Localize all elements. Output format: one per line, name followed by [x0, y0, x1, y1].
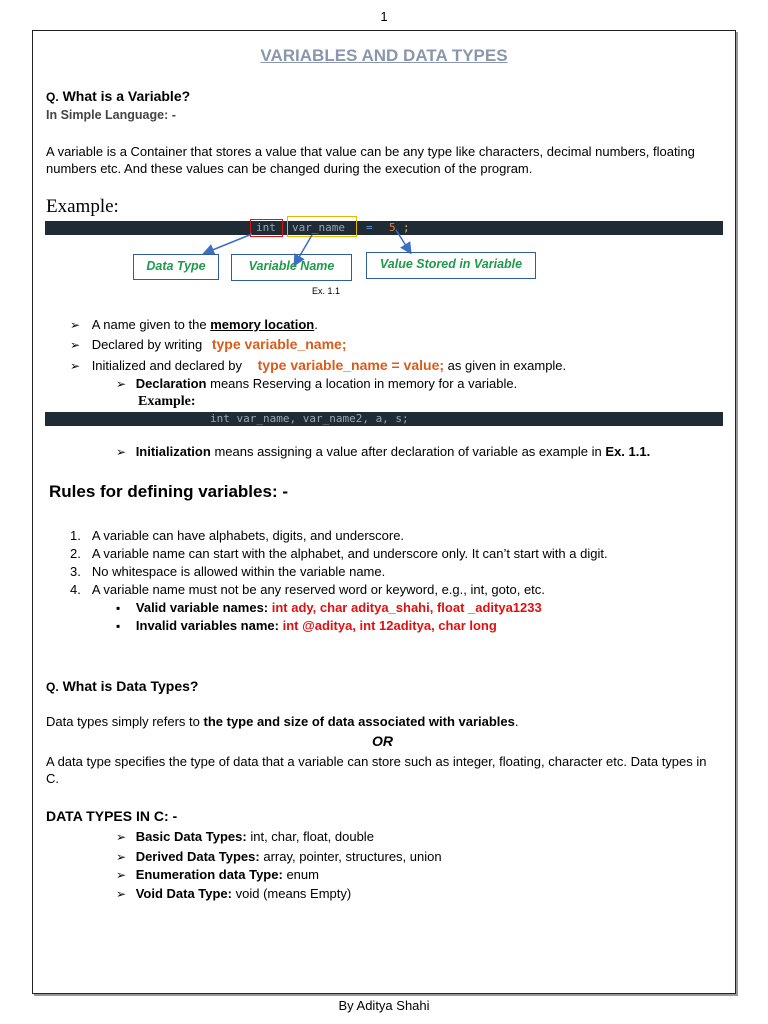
example-heading: Example: — [46, 196, 119, 217]
declare-syntax: type variable_name; — [211, 336, 347, 352]
dt-item-label: Basic Data Types: — [135, 829, 247, 844]
bullet-text-end: . — [314, 317, 318, 332]
dt-item-value: int, char, float, double — [250, 829, 374, 844]
rule-number: 1. — [70, 528, 81, 543]
code-semicolon: ; — [403, 221, 410, 234]
arrow-bullet-icon: ➢ — [116, 868, 127, 882]
arrow-bullet-icon: ➢ — [70, 359, 81, 373]
valid-value: int ady, char aditya_shahi, float _aditya1233 — [271, 600, 542, 615]
declaration-desc: means Reserving a location in memory for a variable. — [210, 376, 518, 391]
dt-text: Data types simply refers to — [46, 714, 204, 729]
declaration-term: Declaration — [135, 376, 207, 391]
rule-item — [70, 546, 608, 561]
rule-text: A variable name can start with the alphabet, and underscore only. It can’t start with a digit. — [91, 546, 608, 561]
invalid-names — [116, 618, 497, 633]
bullet-declared — [70, 336, 346, 352]
rule-text: A variable can have alphabets, digits, and underscore. — [91, 528, 405, 543]
question-text: What is Data Types? — [62, 678, 199, 694]
dt-item-value: void (means Empty) — [235, 886, 352, 901]
data-types-heading: DATA TYPES IN C: - — [46, 808, 178, 824]
valid-label: Valid variable names: — [135, 600, 269, 615]
rule-text: No whitespace is allowed within the variable name. — [91, 564, 386, 579]
rules-heading: Rules for defining variables: - — [49, 482, 288, 501]
rule-number: 2. — [70, 546, 81, 561]
question-prefix: Q. — [46, 90, 59, 104]
data-type-item — [116, 867, 319, 882]
rule-number: 3. — [70, 564, 81, 579]
data-type-definition: A data type specifies the type of data that a variable can store such as integer, floating, character etc. Data types in C. — [46, 754, 707, 786]
arrow-bullet-icon: ➢ — [116, 850, 127, 864]
initialization-desc: means assigning a value after declaration of variable as example in — [214, 444, 602, 459]
arrow-bullet-icon: ➢ — [116, 830, 127, 844]
dt-item-value: enum — [286, 867, 319, 882]
dt-item-label: Derived Data Types: — [135, 849, 260, 864]
init-syntax: type variable_name = value; — [257, 357, 445, 373]
dt-text-end: . — [514, 714, 519, 729]
arrow-bullet-icon: ➢ — [70, 338, 81, 352]
page-number: 1 — [380, 9, 388, 24]
bullet-text: A name given to the — [91, 317, 211, 332]
variable-definition: A variable is a Container that stores a value that value can be any type like characters, decimal numbers, floating numbers etc. And these values can be changed during the execution of the program. — [46, 144, 695, 176]
rule-text: A variable name must not be any reserved word or keyword, e.g., int, goto, etc. — [91, 582, 545, 597]
square-bullet-icon: ▪ — [116, 601, 121, 615]
question-text: What is a Variable? — [62, 88, 191, 104]
bullet-text: Initialized and declared by — [91, 358, 243, 373]
footer-author: By Aditya Shahi — [338, 998, 430, 1013]
arrow-to-value — [396, 230, 410, 252]
simple-language-label: In Simple Language: - — [46, 108, 176, 122]
initialization-term: Initialization — [135, 444, 211, 459]
arrow-bullet-icon: ➢ — [70, 318, 81, 332]
code-equals: = — [366, 221, 373, 234]
rule-item — [70, 564, 385, 579]
label-variable-name: Variable Name — [231, 254, 352, 281]
valid-names — [116, 600, 542, 615]
label-data-type: Data Type — [133, 254, 219, 280]
question-prefix: Q. — [46, 680, 59, 694]
rule-item — [70, 582, 545, 597]
code-keyword: int — [256, 221, 276, 234]
square-bullet-icon: ▪ — [116, 619, 121, 633]
example-caption: Ex. 1.1 — [312, 286, 341, 296]
bullet-initialization — [116, 444, 650, 459]
invalid-label: Invalid variables name: — [135, 618, 279, 633]
bullet-text: Declared by writing — [91, 337, 203, 352]
dt-item-label: Enumeration data Type: — [135, 867, 283, 882]
example2-heading: Example: — [138, 394, 196, 409]
rule-item — [70, 528, 404, 543]
data-type-item — [116, 886, 351, 901]
code-declaration: int var_name, var_name2, a, s; — [210, 412, 409, 425]
memory-location-term: memory location — [210, 317, 315, 332]
initialization-ref: Ex. 1.1. — [605, 444, 651, 459]
bullet-initialized — [70, 357, 566, 373]
code-var-name: var_name — [292, 221, 345, 234]
dt-item-label: Void Data Type: — [135, 886, 232, 901]
arrow-bullet-icon: ➢ — [116, 887, 127, 901]
page-title: VARIABLES AND DATA TYPES — [260, 46, 508, 65]
data-type-item — [116, 829, 374, 844]
label-value-stored: Value Stored in Variable — [366, 252, 536, 279]
or-separator: OR — [372, 733, 393, 749]
bullet-memory-location — [70, 317, 318, 332]
invalid-value: int @aditya, int 12aditya, char long — [282, 618, 497, 633]
data-types-line — [46, 714, 519, 729]
bullet-declaration — [116, 376, 517, 391]
arrow-to-data-type — [205, 234, 252, 253]
data-type-item — [116, 849, 442, 864]
bullet-text-end: as given in example. — [447, 358, 567, 373]
arrow-bullet-icon: ➢ — [116, 445, 127, 459]
code-value: 5 — [389, 221, 396, 234]
question-data-types — [46, 678, 198, 694]
arrow-bullet-icon: ➢ — [116, 377, 127, 391]
dt-bold: the type and size of data associated with variables — [203, 714, 515, 729]
dt-item-value: array, pointer, structures, union — [263, 849, 442, 864]
rule-number: 4. — [70, 582, 81, 597]
